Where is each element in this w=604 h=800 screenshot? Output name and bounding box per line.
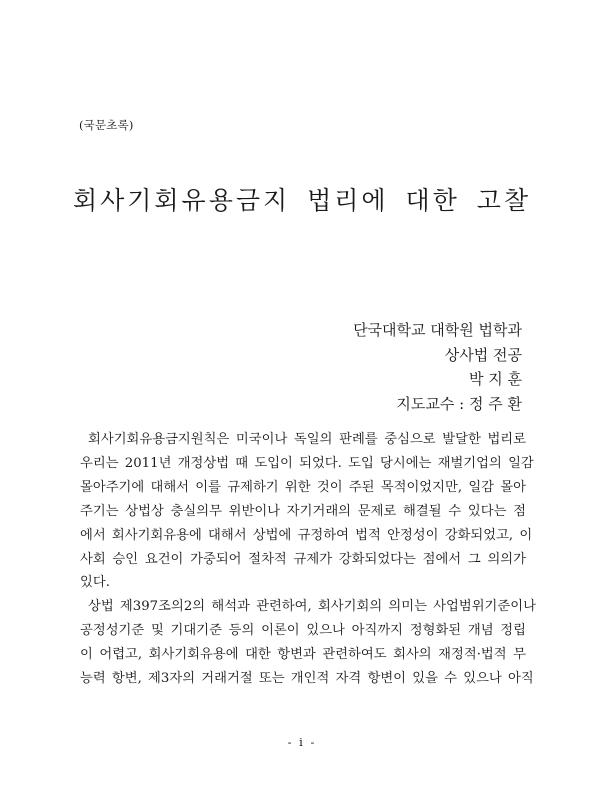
abstract-line: 있다. [80,575,110,591]
author-name: 박 지 훈 [468,370,522,388]
advisor-line [353,392,522,417]
document-title: 회사기회유용금지 법리에 대한 고찰 [72,186,532,215]
section-label: (국문초록) [79,118,134,132]
page-number: - i - [287,735,317,749]
affiliation: 단국대학교 대학원 법학과 [353,321,522,339]
abstract-line: 이 어렵고, 회사기회유용에 대한 항변과 관련하여도 회사의 재정적·법적 무 [80,647,526,663]
abstract-line: 우리는 2011년 개정상법 때 도입이 되었다. 도입 당시에는 재벌기업의 일감 [80,455,534,471]
abstract-line: 에서 회사기회유용에 대해서 상법에 규정하여 법적 안정성이 강화되었고, 이 [80,527,533,543]
abstract-paragraph [80,428,534,595]
abstract-paragraph [80,595,536,691]
abstract-line: 공정성기준 및 기대기준 등의 이론이 있으나 아직까지 정형화된 개념 정립 [80,623,526,639]
abstract-line: 사회 승인 요건이 가중되어 절차적 규제가 강화되었다는 점에서 그 의의가 [80,551,526,567]
abstract-line: 몰아주기에 대해서 이를 규제하기 위한 것이 주된 목적이었지만, 일감 몰아 [80,479,526,495]
abstract-line: 주기는 상법상 충실의무 위반이나 자기거래의 문제로 해결될 수 있다는 점 [80,503,526,519]
advisor-name: 정 주 환 [468,394,522,413]
abstract-body [80,428,536,691]
author-block [353,318,522,416]
abstract-line: 회사기회유용금지원칙은 미국이나 독일의 판례를 중심으로 발달한 법리로 [88,432,526,447]
major: 상사법 전공 [444,345,522,364]
abstract-line: 상법 제397조의2의 해석과 관련하여, 회사기회의 의미는 사업범위기준이나 [88,599,536,615]
abstract-line: 능력 항변, 제3자의 거래거절 또는 개인적 자격 항변이 있을 수 있으나 아직 [80,671,534,687]
advisor-label: 지도교수 : [396,394,465,413]
